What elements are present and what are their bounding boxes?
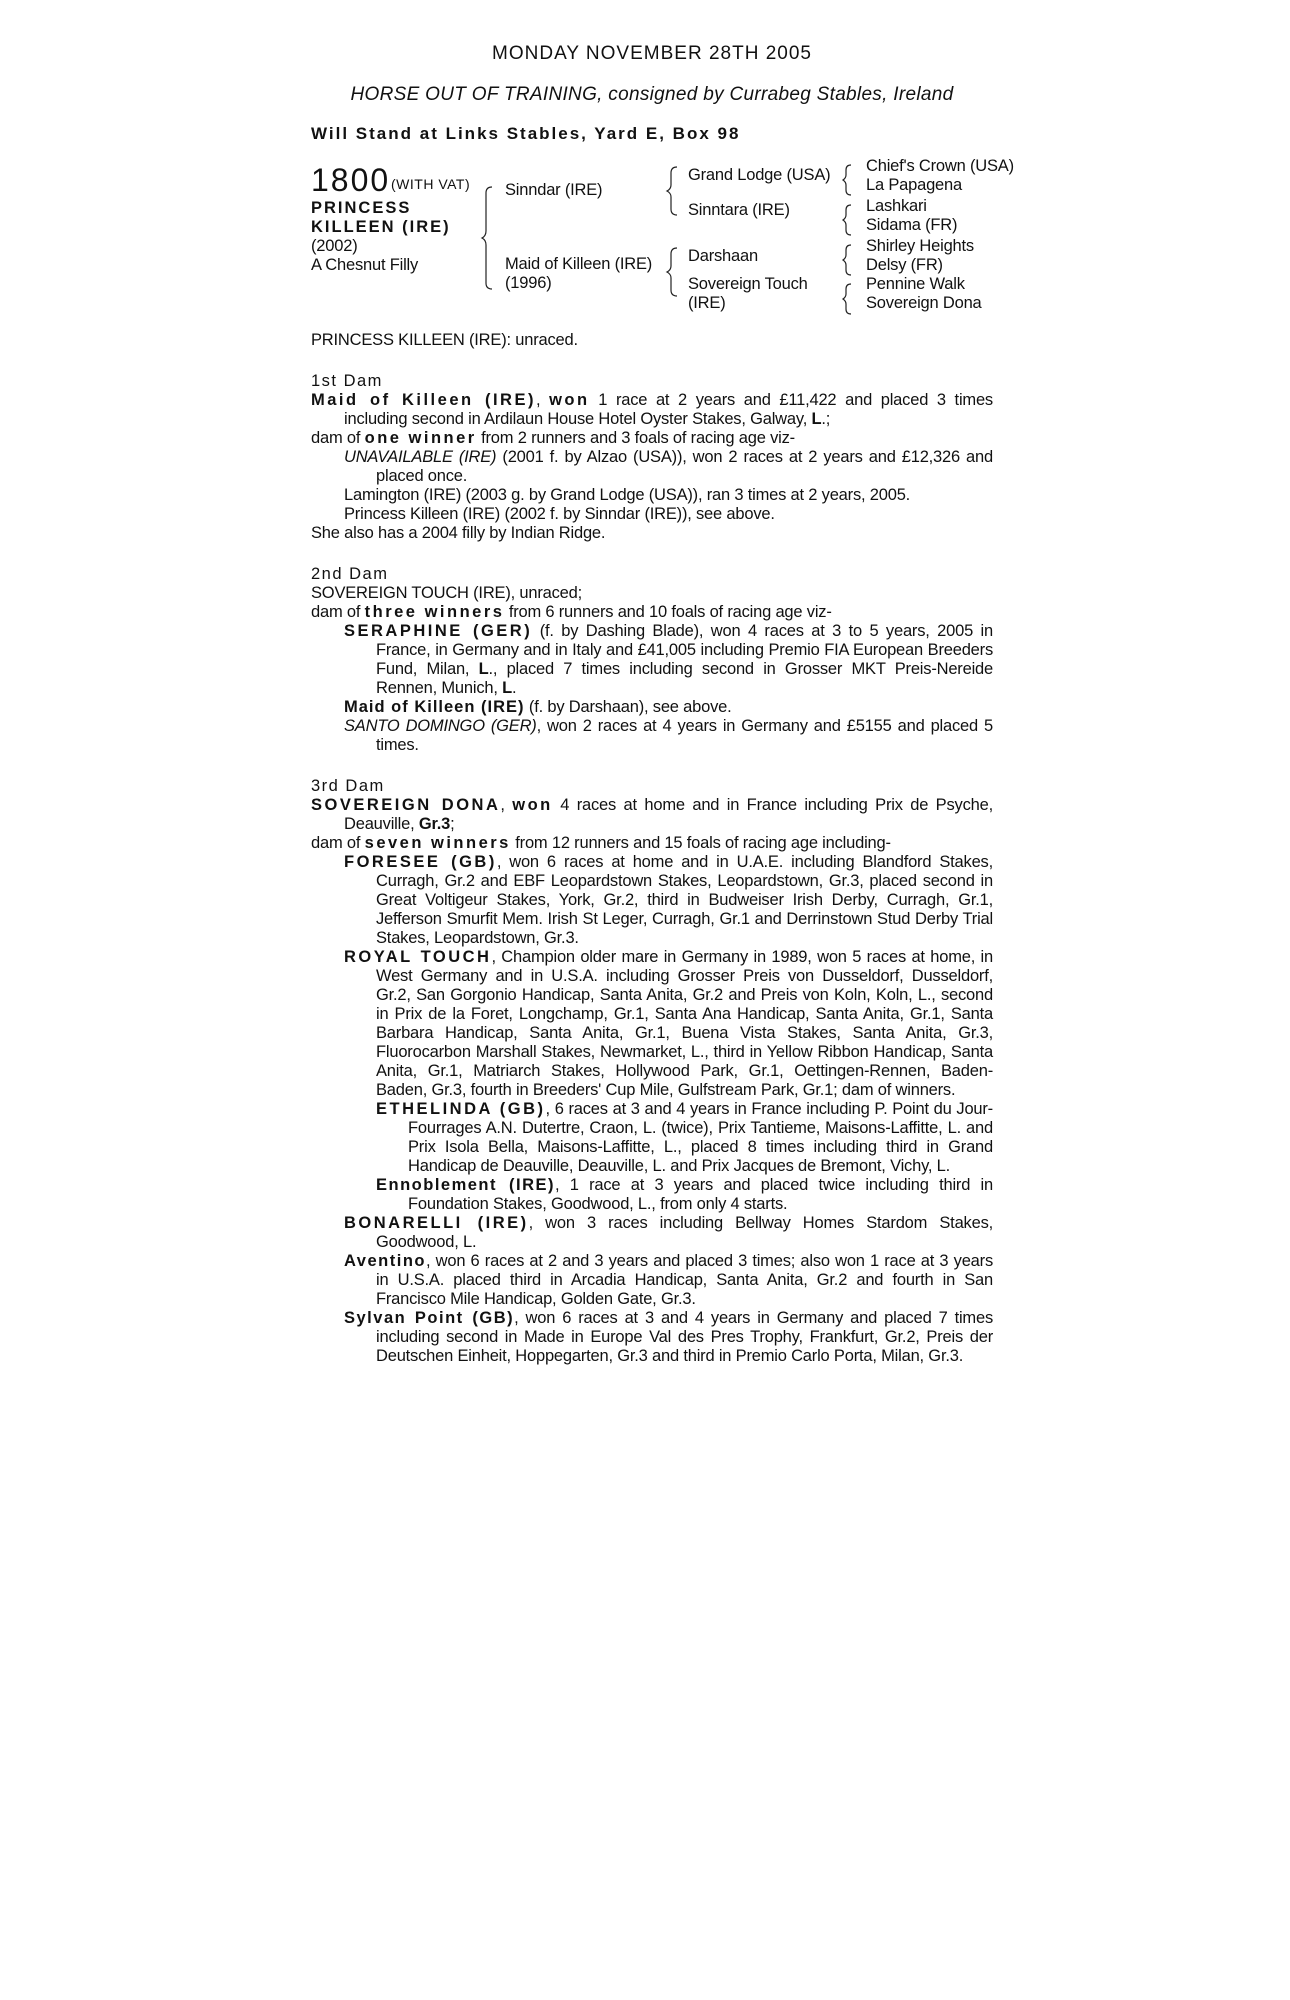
dam-brace <box>667 248 677 296</box>
second-dam-title: 2nd Dam <box>311 565 389 583</box>
second-dam-produce-1 <box>311 622 993 698</box>
third-dam-produce-2 <box>311 948 993 1100</box>
produce-name: ETHELINDA (GB) <box>376 1100 546 1118</box>
dam-of-prefix: dam of <box>311 603 365 621</box>
produce-name: ROYAL TOUCH <box>344 948 492 966</box>
produce-text: (f. by Darshaan), see above. <box>524 698 732 716</box>
foaling-year: (2002) <box>311 237 358 255</box>
ancestor-4: Sidama (FR) <box>866 216 958 234</box>
third-dam-record-text: 4 races at home and in France including Prix de Psyche, Deauville, <box>344 796 993 833</box>
lot-number: 1800 <box>311 162 391 198</box>
first-dam-produce-2: Lamington (IRE) (2003 g. by Grand Lodge (USA)), ran 3 times at 2 years, 2005. <box>344 486 911 504</box>
sire-name: Sinndar (IRE) <box>505 181 603 199</box>
dam-of-suffix: from 2 runners and 3 foals of racing age viz- <box>476 429 795 447</box>
produce-text: , 1 race at 3 years and placed twice including third in Foundation Stakes, Goodwood, L., from only 4 starts. <box>408 1176 993 1213</box>
third-dam-grandproduce-2 <box>311 1176 993 1214</box>
ancestor-6: Delsy (FR) <box>866 256 943 274</box>
produce-end: . <box>512 679 517 697</box>
first-dam-record-text: 1 race at 2 years and £11,422 and placed 3 times including second in Ardilaun House Hotel Oyster Stakes, Galway, <box>344 391 993 428</box>
dam-of-prefix: dam of <box>311 429 365 447</box>
ancestor-3: Lashkari <box>866 197 927 215</box>
third-dam-produce-4 <box>311 1252 993 1309</box>
ancestor-2: La Papagena <box>866 176 962 194</box>
group-mark: Gr.3 <box>418 815 451 833</box>
ancestor-7: Pennine Walk <box>866 275 965 293</box>
second-dam-produce-line <box>311 603 993 622</box>
first-dam-section <box>311 372 993 543</box>
main-brace <box>482 187 492 289</box>
second-dam-name: SOVEREIGN TOUCH (IRE), unraced; <box>311 584 583 602</box>
third-dam-produce-5 <box>311 1309 993 1366</box>
dam-sire: Darshaan <box>688 247 758 265</box>
sire-brace <box>667 167 677 215</box>
listed-mark: L <box>502 679 513 697</box>
produce-text: , won 2 races at 4 years in Germany and £5155 and placed 5 times. <box>376 717 994 754</box>
first-dam-name: Maid of Killeen (IRE) <box>311 391 536 409</box>
stabling-line: Will Stand at Links Stables, Yard E, Box 98 <box>311 124 741 143</box>
third-dam-grandproduce-1 <box>311 1100 993 1176</box>
first-dam-title: 1st Dam <box>311 372 383 390</box>
produce-text: , won 3 races including Bellway Homes Stardom Stakes, Goodwood, L. <box>376 1214 994 1251</box>
first-dam-record: Maid of Killeen (IRE), won 1 race at 2 years and £11,422 and placed 3 times including second in Ardilaun House Hotel Oyster Stakes, Galway, L.; <box>311 391 993 428</box>
gbrace-3 <box>843 245 851 275</box>
third-dam-produce-1 <box>311 853 993 948</box>
produce-name: Aventino <box>344 1252 426 1270</box>
winner-count: one winner <box>364 429 477 447</box>
consignment-line: HORSE OUT OF TRAINING, consigned by Currabeg Stables, Ireland <box>350 84 954 105</box>
first-dam-produce-1 <box>311 448 993 486</box>
produce-text: , won 6 races at home and in U.A.E. including Blandford Stakes, Curragh, Gr.2 and EBF Leopardstown Stakes, Leopardstown, Gr.3, placed second in Great Voltigeur Stakes, York, Gr.2, third in Budweiser Irish Derby, Curragh, Gr.1, Jefferson Smurfit Mem. Irish St Leger, Curragh, Gr.1 and Derrinstown Stud Derby Trial Stakes, Leopardstown, Gr.3. <box>376 853 993 947</box>
third-dam-name: SOVEREIGN DONA <box>311 796 501 814</box>
ancestor-1: Chief's Crown (USA) <box>866 157 1014 175</box>
third-dam-section <box>311 777 993 1366</box>
third-dam-title: 3rd Dam <box>311 777 385 795</box>
pedigree-table <box>311 157 1014 323</box>
produce-text: , won 6 races at 2 and 3 years and placed 3 times; also won 1 race at 3 years in U.S.A. placed third in Arcadia Handicap, Santa Anita, Gr.2 and fourth in San Francisco Mile Handicap, Golden Gate, Gr.3. <box>376 1252 993 1308</box>
second-dam-section <box>311 565 993 755</box>
dam-of-prefix: dam of <box>311 834 365 852</box>
sire-sire: Grand Lodge (USA) <box>688 166 831 184</box>
dam-dam-line1: Sovereign Touch <box>688 275 808 293</box>
race-summary: PRINCESS KILLEEN (IRE): unraced. <box>311 331 578 349</box>
winner-count: three winners <box>364 603 505 621</box>
produce-name: BONARELLI (IRE) <box>344 1214 529 1232</box>
produce-name: Maid of Killeen (IRE) <box>344 698 525 716</box>
dam-of-suffix: from 6 runners and 10 foals of racing age viz- <box>504 603 832 621</box>
third-dam-produce-line <box>311 834 993 853</box>
produce-text-a: (f. by Dashing Blade), won 4 races at 3 to 5 years, 2005 in France, in Germany and in Italy and £41,005 including Premio FIA European Breeders Fund, Milan, <box>376 622 993 678</box>
horse-description: A Chesnut Filly <box>311 256 419 274</box>
second-dam-produce-3 <box>311 717 993 755</box>
produce-name: SERAPHINE (GER) <box>344 622 533 640</box>
listed-mark: L <box>811 410 822 428</box>
vat-note: (WITH VAT) <box>391 176 471 192</box>
produce-text: , Champion older mare in Germany in 1989, won 5 races at home, in West Germany and in U.S.A. including Grosser Preis von Dusseldorf, Dusseldorf, Gr.2, San Gorgonio Handicap, Santa Anita, Gr.2 and Preis von Koln, Koln, L., second in Prix de la Foret, Longchamp, Gr.1, Santa Ana Handicap, Santa Anita, Gr.1, Santa Barbara Handicap, Santa Anita, Gr.1, Buena Vista Stakes, Santa Anita, Gr.3, Fluorocarbon Marshall Stakes, Newmarket, L., third in Yellow Ribbon Handicap, Santa Anita, Gr.1, Matriarch Stakes, Hollywood Park, Gr.1, Oettingen-Rennen, Baden-Baden, Gr.3, fourth in Breeders' Cup Mile, Gulfstream Park, Gr.1; dam of winners. <box>376 948 993 1099</box>
dam-name-line1: Maid of Killeen (IRE) <box>505 255 653 273</box>
winner-count: seven winners <box>364 834 511 852</box>
third-dam-won: won <box>512 796 553 814</box>
produce-name: UNAVAILABLE (IRE) <box>344 448 497 466</box>
first-dam-won: won <box>549 391 590 409</box>
third-dam-record-end: ; <box>450 815 455 833</box>
dam-dam-line2: (IRE) <box>688 294 726 312</box>
produce-text-b: ., placed 7 times including second in Grosser MKT Preis-Nereide Rennen, Munich, <box>376 660 993 697</box>
produce-name: Sylvan Point (GB) <box>344 1309 515 1327</box>
ancestor-8: Sovereign Dona <box>866 294 982 312</box>
first-dam-produce-3: Princess Killeen (IRE) (2002 f. by Sinndar (IRE)), see above. <box>344 505 775 523</box>
sale-date: MONDAY NOVEMBER 28TH 2005 <box>492 43 812 64</box>
produce-text: (2001 f. by Alzao (USA)), won 2 races at 2 years and £12,326 and placed once. <box>376 448 993 485</box>
gbrace-1 <box>843 165 851 195</box>
catalogue-page <box>311 43 1014 1366</box>
first-dam-record-end: .; <box>821 410 831 428</box>
produce-name: Ennoblement (IRE) <box>376 1176 556 1194</box>
produce-name: SANTO DOMINGO (GER) <box>344 717 537 735</box>
listed-mark: L <box>478 660 489 678</box>
first-dam-note: She also has a 2004 filly by Indian Ridge. <box>311 524 606 542</box>
second-dam-produce-2 <box>311 698 993 717</box>
third-dam-produce-3 <box>311 1214 993 1252</box>
horse-name-line1: PRINCESS <box>311 199 412 217</box>
third-dam-record: SOVEREIGN DONA, won 4 races at home and in France including Prix de Psyche, Deauville, Gr.3; <box>311 796 993 833</box>
gbrace-2 <box>843 205 851 235</box>
first-dam-produce-line <box>311 429 993 448</box>
produce-text: , 6 races at 3 and 4 years in France including P. Point du Jour-Fourrages A.N. Dutertre, Craon, L. (twice), Prix Tantieme, Maisons-Laffitte, L. and Prix Isola Bella, Maisons-Laffitte, L., placed 8 times including third in Grand Handicap de Deauville, Deauville, L. and Prix Jacques de Bremont, Vichy, L. <box>408 1100 993 1175</box>
dam-of-suffix: from 12 runners and 15 foals of racing age including- <box>510 834 891 852</box>
produce-name: FORESEE (GB) <box>344 853 497 871</box>
horse-name-line2: KILLEEN (IRE) <box>311 218 451 236</box>
ancestor-5: Shirley Heights <box>866 237 974 255</box>
dam-name-line2: (1996) <box>505 274 552 292</box>
gbrace-4 <box>843 284 851 314</box>
produce-text: , won 6 races at 3 and 4 years in Germany and placed 7 times including second in Made in Europe Val des Pres Trophy, Frankfurt, Gr.2, Preis der Deutschen Einheit, Hoppegarten, Gr.3 and third in Premio Carlo Porta, Milan, Gr.3. <box>376 1309 993 1365</box>
sire-dam: Sinntara (IRE) <box>688 201 790 219</box>
